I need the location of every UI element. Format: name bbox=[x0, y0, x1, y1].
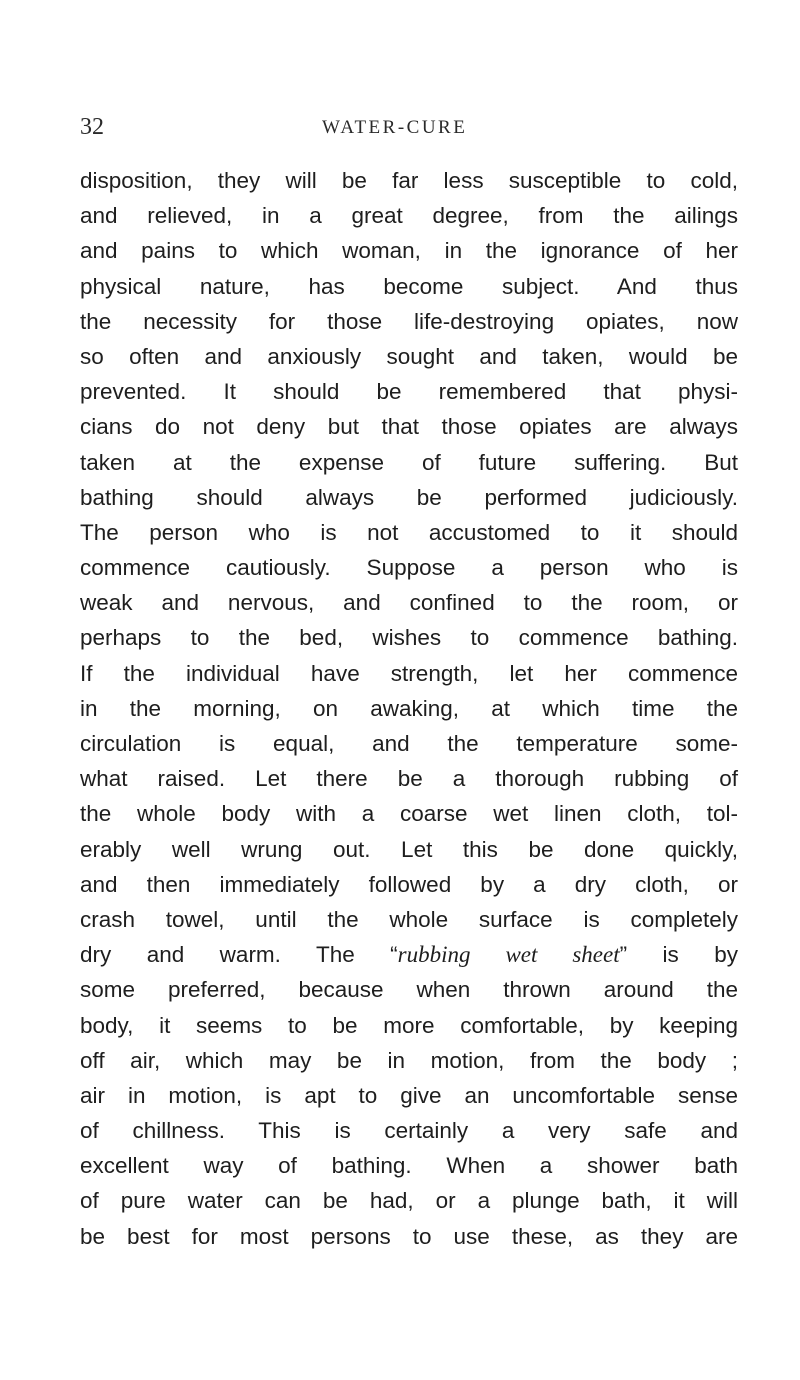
text-line: body, it seems to be more comfortable, by keeping bbox=[80, 1012, 738, 1038]
text-line: and then immediately followed by a dry cloth, or bbox=[80, 871, 738, 897]
text-line: of pure water can be had, or a plunge bath, it will bbox=[80, 1188, 738, 1214]
text-line: bathing should always be performed judiciously. bbox=[80, 484, 738, 510]
body-paragraph bbox=[80, 163, 738, 1254]
text-line: physical nature, has become subject. And thus bbox=[80, 273, 738, 299]
text-line: be best for most persons to use these, as they are bbox=[80, 1223, 738, 1249]
text-line: crash towel, until the whole surface is completely bbox=[80, 906, 738, 932]
text-line: prevented. It should be remembered that physi- bbox=[80, 379, 738, 405]
text-line: taken at the expense of future suffering. But bbox=[80, 449, 738, 475]
text-line-with-italic bbox=[80, 937, 738, 972]
text-line: in the morning, on awaking, at which time the bbox=[80, 695, 738, 721]
text-line: what raised. Let there be a thorough rubbing of bbox=[80, 766, 738, 792]
italic-term: rubbing wet sheet bbox=[397, 942, 620, 968]
text-line: some preferred, because when thrown around the bbox=[80, 977, 738, 1003]
running-head: WATER-CURE bbox=[322, 117, 468, 138]
text-line: cians do not deny but that those opiates are always bbox=[80, 414, 738, 440]
text-line: and relieved, in a great degree, from the ailings bbox=[80, 203, 738, 229]
text-line: off air, which may be in motion, from the body ; bbox=[80, 1047, 738, 1073]
text-line: of chillness. This is certainly a very safe and bbox=[80, 1118, 738, 1144]
text-line: the whole body with a coarse wet linen cloth, tol- bbox=[80, 801, 738, 827]
line-text-before-italic: dry and warm. The “ bbox=[80, 942, 398, 968]
text-line: disposition, they will be far less susceptible to cold, bbox=[80, 168, 738, 193]
text-line: If the individual have strength, let her commence bbox=[80, 660, 738, 686]
text-line: and pains to which woman, in the ignorance of her bbox=[80, 238, 738, 264]
text-line: so often and anxiously sought and taken, would be bbox=[80, 343, 738, 369]
text-line: commence cautiously. Suppose a person who is bbox=[80, 555, 738, 581]
text-line: weak and nervous, and confined to the room, or bbox=[80, 590, 738, 616]
page-number: 32 bbox=[80, 114, 104, 140]
text-line: The person who is not accustomed to it should bbox=[80, 519, 738, 545]
text-line: excellent way of bathing. When a shower bath bbox=[80, 1153, 738, 1179]
text-line: air in motion, is apt to give an uncomfortable sense bbox=[80, 1082, 738, 1108]
text-line: circulation is equal, and the temperature some- bbox=[80, 731, 738, 756]
line-text-after-italic: ” is by bbox=[619, 942, 738, 968]
text-line: the necessity for those life-destroying opiates, now bbox=[80, 308, 738, 334]
text-line: perhaps to the bed, wishes to commence bathing. bbox=[80, 625, 738, 651]
text-line: erably well wrung out. Let this be done quickly, bbox=[80, 836, 738, 862]
page-header bbox=[0, 111, 800, 147]
